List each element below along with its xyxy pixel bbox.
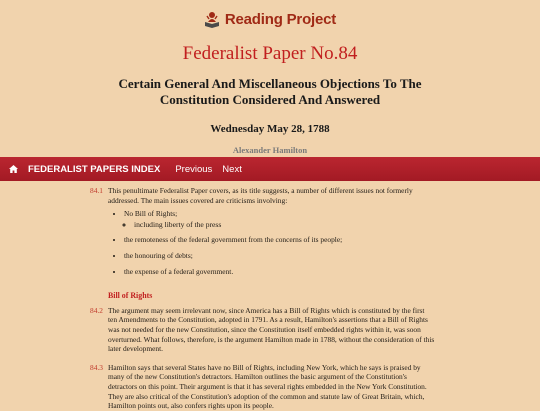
nav-next[interactable]: Next (222, 163, 242, 175)
sub-list (124, 220, 435, 230)
document-header (0, 43, 540, 155)
list-item-text: No Bill of Rights; (124, 209, 178, 219)
paragraph-text: The argument may seem irrelevant now, since America has a Bill of Rights which is constituted by the first ten Amendments to the Constitution, adopted in 1791. As a result, Hamilton's assertions that a Bill of Rights was not needed for the new Constitution, since the Constitution itself embedded rights within it, was soon overturned. What follows, therefore, is the argument Hamilton made in 1788, without the consideration of this later development. (108, 305, 435, 354)
nav-previous[interactable]: Previous (175, 163, 213, 175)
issues-list (90, 209, 435, 276)
section-heading-bill-of-rights: Bill of Rights (108, 291, 153, 301)
paragraph-84-1 (90, 186, 435, 205)
list-item: • the expense of a federal government. (124, 267, 435, 277)
paragraph-84-2 (90, 306, 435, 354)
brand-name: Reading Project (224, 10, 337, 28)
publication-date: Wednesday May 28, 1788 (210, 123, 330, 135)
brand-logo-link[interactable] (204, 10, 336, 28)
reading-project-logo-icon (204, 10, 220, 28)
paragraph-number: 84.2 (90, 305, 103, 315)
paragraph-number: 84.1 (90, 186, 103, 195)
main-navbar (0, 157, 540, 181)
article-content (90, 186, 435, 411)
home-icon (9, 165, 18, 173)
page-subtitle: Certain General And Miscellaneous Objections To The Constitution Considered And Answered (118, 76, 422, 107)
paragraph-number: 84.3 (90, 362, 103, 372)
paragraph-text: Hamilton says that several States have no Bill of Rights, including New York, which he says is praised by many of the new Constitution's detractors. Hamilton outlines the basic argument of the Constitution's detractors on this point. Their argument is that it has several rights embedded in the New York Constitution. They are also critical of the Constitution's adoption of the common and statute law of Great Britain, which, Hamilton points out, also confers rights upon its people. (108, 362, 427, 411)
list-item: • the honouring of debts; (124, 251, 435, 261)
page-title: Federalist Paper No.84 (182, 43, 358, 64)
author-name: Alexander Hamilton (232, 145, 308, 155)
list-item (124, 209, 435, 229)
home-button[interactable] (4, 157, 22, 181)
nav-federalist-papers-index[interactable]: FEDERALIST PAPERS INDEX (28, 163, 161, 175)
list-item: • the remoteness of the federal government from the concerns of its people; (124, 235, 435, 245)
sub-list-item: ◦ including liberty of the press (134, 220, 435, 230)
paragraph-text: This penultimate Federalist Paper covers, as its title suggests, a number of different issues not formerly addressed. The main issues covered are criticisms involving: (108, 186, 413, 205)
site-header (0, 0, 540, 34)
paragraph-84-3 (90, 363, 435, 411)
